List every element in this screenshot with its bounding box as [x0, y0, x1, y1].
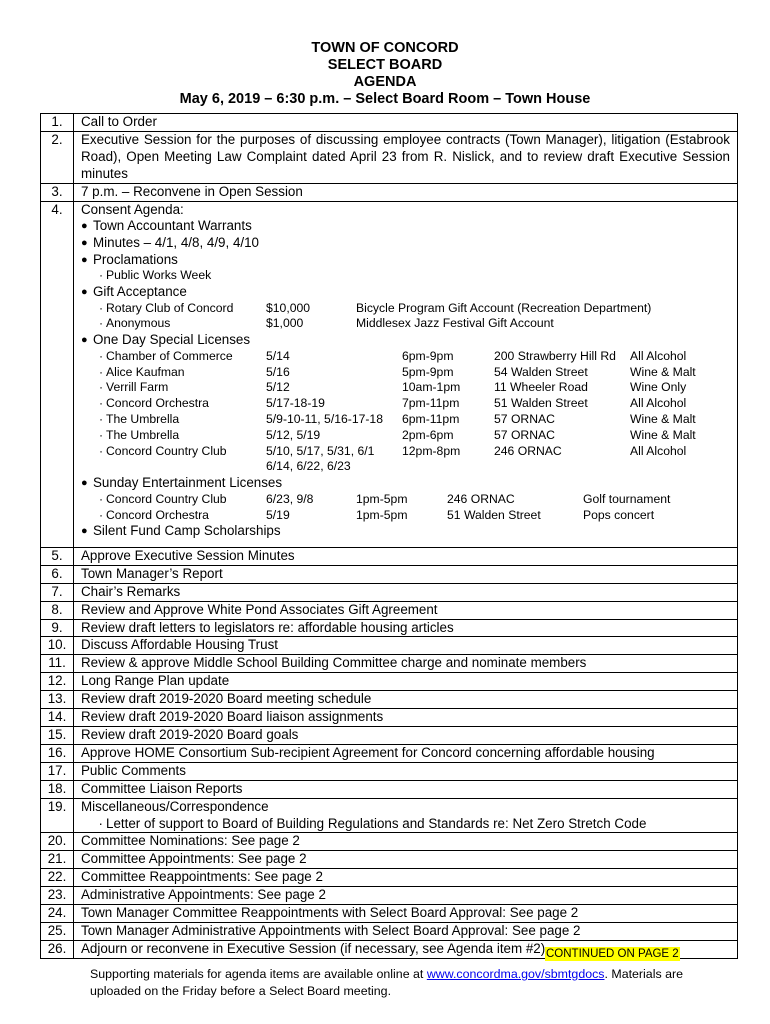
license-time: 5pm-9pm: [402, 364, 454, 379]
agenda-row: [40, 691, 738, 709]
sunday-licenses-label: Sunday Entertainment Licenses: [93, 475, 283, 491]
sunday-license-row: [81, 492, 730, 508]
agenda-row: [40, 548, 738, 566]
agenda-row: [40, 637, 738, 655]
license-row: [81, 349, 730, 365]
agenda-row: [40, 745, 738, 763]
license-row: [81, 380, 730, 396]
agenda-row: [40, 602, 738, 620]
item-number: 15.: [40, 727, 74, 744]
item-text: Chair’s Remarks: [74, 584, 738, 601]
materials-link[interactable]: www.concordma.gov/sbmtgdocs: [426, 967, 605, 981]
license-row: [81, 396, 730, 412]
item-text: Call to Order: [74, 114, 738, 131]
item-text: Town Manager Committee Reappointments with Select Board Approval: See page 2: [74, 905, 738, 922]
sub-bullet-icon: ·: [98, 316, 103, 331]
license-time: 6pm-11pm: [402, 411, 460, 426]
agenda-row: [40, 833, 738, 851]
item-number: 19.: [40, 799, 74, 833]
agenda-title: AGENDA: [353, 74, 417, 90]
license-row-continuation: [81, 459, 730, 475]
agenda-row: [40, 727, 738, 745]
item-text: Review and Approve White Pond Associates Gift Agreement: [74, 602, 738, 619]
license-row: [81, 428, 730, 444]
license-location: 51 Walden Street: [494, 396, 588, 411]
license-date: 5/16: [266, 364, 290, 379]
license-location: 57 ORNAC: [494, 427, 555, 442]
bullet-icon: ●: [81, 286, 88, 299]
agenda-header: [0, 40, 770, 108]
license-date: 5/14: [266, 348, 290, 363]
agenda-table: [40, 113, 738, 959]
license-type: All Alcohol: [630, 443, 687, 458]
sub-bullet-icon: ·: [98, 427, 103, 442]
item-text: Review & approve Middle School Building Committee charge and nominate members: [74, 655, 738, 672]
proclamation-item: [81, 268, 730, 284]
license-location: 246 ORNAC: [447, 491, 515, 506]
license-row: [81, 365, 730, 381]
sub-bullet-icon: ·: [98, 364, 103, 379]
sub-bullet-icon: ·: [98, 411, 103, 426]
item-number: 12.: [40, 673, 74, 690]
agenda-row: [40, 781, 738, 799]
license-date: 5/9-10-11, 5/16-17-18: [266, 411, 383, 426]
item-text: Approve HOME Consortium Sub-recipient Agreement for Concord concerning affordable housing: [74, 745, 738, 762]
list-item: [81, 475, 730, 492]
agenda-row: [40, 114, 738, 132]
sub-bullet-icon: ·: [98, 380, 103, 395]
item-text: Town Manager’s Report: [74, 566, 738, 583]
agenda-row: [40, 887, 738, 905]
license-date: 5/10, 5/17, 5/31, 6/1: [266, 443, 375, 458]
gift-row: [81, 316, 730, 332]
gift-row: [81, 301, 730, 317]
sub-bullet-icon: ·: [98, 815, 103, 831]
sub-bullet-icon: ·: [98, 268, 103, 283]
gift-account: Middlesex Jazz Festival Gift Account: [356, 316, 554, 331]
item-text: Discuss Affordable Housing Trust: [74, 637, 738, 654]
footer-text: Supporting materials for agenda items are available online at: [90, 967, 427, 981]
continued-notice: CONTINUED ON PAGE 2: [546, 948, 679, 960]
proclamation-name: Public Works Week: [106, 268, 212, 283]
item-number: 9.: [40, 620, 74, 637]
list-item: [81, 235, 730, 252]
license-date: 5/12, 5/19: [266, 427, 321, 442]
license-location: 246 ORNAC: [494, 443, 562, 458]
item-number: 6.: [40, 566, 74, 583]
item-number: 21.: [40, 851, 74, 868]
license-type: All Alcohol: [630, 348, 687, 363]
license-date: 5/12: [266, 380, 290, 395]
agenda-row: [40, 763, 738, 781]
license-name: Concord Orchestra: [106, 396, 209, 411]
agenda-row: [40, 673, 738, 691]
item-number: 23.: [40, 887, 74, 904]
item-number: 18.: [40, 781, 74, 798]
license-type: Wine & Malt: [630, 364, 696, 379]
bullet-icon: ●: [81, 477, 88, 490]
gift-amount: $1,000: [266, 316, 304, 331]
license-type: All Alcohol: [630, 396, 687, 411]
license-time: 1pm-5pm: [356, 491, 408, 506]
item-text: Adjourn or reconvene in Executive Session (if necessary, see Agenda item #2): [74, 941, 738, 958]
license-row: [81, 412, 730, 428]
item-text: 7 p.m. – Reconvene in Open Session: [74, 184, 738, 201]
gift-acceptance-label: Gift Acceptance: [93, 284, 187, 300]
license-time: 10am-1pm: [402, 380, 461, 395]
item-text: Committee Nominations: See page 2: [74, 833, 738, 850]
bullet-icon: ●: [81, 334, 88, 347]
item-text: Long Range Plan update: [74, 673, 738, 690]
minutes-label: Minutes – 4/1, 4/8, 4/9, 4/10: [93, 235, 260, 251]
agenda-row: [40, 620, 738, 638]
agenda-row: [40, 799, 738, 834]
item-number: 5.: [40, 548, 74, 565]
agenda-row: [40, 584, 738, 602]
license-name: Concord Orchestra: [106, 507, 209, 522]
agenda-row: [40, 869, 738, 887]
agenda-row: [40, 923, 738, 941]
correspondence-text: Letter of support to Board of Building Regulations and Standards re: Net Zero Stretch Code: [106, 815, 647, 831]
item-number: 22.: [40, 869, 74, 886]
list-item: [81, 284, 730, 301]
license-location: 200 Strawberry Hill Rd: [494, 348, 616, 363]
silent-fund-label: Silent Fund Camp Scholarships: [93, 523, 281, 539]
item-number: 2.: [40, 132, 74, 183]
item-number: 24.: [40, 905, 74, 922]
license-name: Concord Country Club: [106, 443, 227, 458]
sub-bullet-icon: ·: [98, 507, 103, 522]
sub-bullet-icon: ·: [98, 348, 103, 363]
license-time: 7pm-11pm: [402, 396, 460, 411]
license-date: 6/23, 9/8: [266, 491, 314, 506]
item-number: 20.: [40, 833, 74, 850]
consent-agenda-row: [40, 202, 738, 548]
license-name: Concord Country Club: [106, 491, 227, 506]
item-number: 25.: [40, 923, 74, 940]
license-location: 54 Walden Street: [494, 364, 588, 379]
gift-amount: $10,000: [266, 300, 311, 315]
license-type: Wine Only: [630, 380, 687, 395]
item-number: 4.: [40, 202, 74, 547]
item-text: Public Comments: [74, 763, 738, 780]
town-title: TOWN OF CONCORD: [311, 40, 459, 56]
license-name: Verrill Farm: [106, 380, 169, 395]
agenda-row: [40, 566, 738, 584]
warrants-label: Town Accountant Warrants: [93, 218, 252, 234]
item-text: Administrative Appointments: See page 2: [74, 887, 738, 904]
item-number: 10.: [40, 637, 74, 654]
item-number: 1.: [40, 114, 74, 131]
bullet-icon: ●: [81, 253, 88, 266]
correspondence-label: Miscellaneous/Correspondence: [81, 798, 269, 814]
sunday-license-row: [81, 508, 730, 524]
item-text: [74, 799, 738, 833]
license-location: 57 ORNAC: [494, 411, 555, 426]
license-name: The Umbrella: [106, 411, 180, 426]
gift-donor: Anonymous: [106, 316, 171, 331]
item-text: Approve Executive Session Minutes: [74, 548, 738, 565]
license-time: 2pm-6pm: [402, 427, 454, 442]
bullet-icon: ●: [81, 237, 88, 250]
list-item: [81, 218, 730, 235]
proclamations-label: Proclamations: [93, 251, 178, 267]
license-row: [81, 444, 730, 460]
sub-bullet-icon: ·: [98, 300, 103, 315]
gift-donor: Rotary Club of Concord: [106, 300, 234, 315]
agenda-row: [40, 851, 738, 869]
agenda-row: [40, 655, 738, 673]
sub-bullet-icon: ·: [98, 491, 103, 506]
license-time: 12pm-8pm: [402, 443, 461, 458]
item-text: Review draft 2019-2020 Board meeting schedule: [74, 691, 738, 708]
item-number: 8.: [40, 602, 74, 619]
license-date: 6/14, 6/22, 6/23: [266, 459, 351, 474]
item-text: Review draft letters to legislators re: affordable housing articles: [74, 620, 738, 637]
item-text: Review draft 2019-2020 Board liaison assignments: [74, 709, 738, 726]
item-text: Committee Appointments: See page 2: [74, 851, 738, 868]
license-name: The Umbrella: [106, 427, 180, 442]
license-date: 5/19: [266, 507, 290, 522]
license-event: Pops concert: [583, 507, 655, 522]
licenses-label: One Day Special Licenses: [93, 332, 251, 348]
sub-bullet-icon: ·: [98, 443, 103, 458]
license-location: 51 Walden Street: [447, 507, 541, 522]
item-text: Review draft 2019-2020 Board goals: [74, 727, 738, 744]
item-number: 11.: [40, 655, 74, 672]
consent-title: Consent Agenda:: [81, 201, 184, 217]
license-type: Wine & Malt: [630, 411, 696, 426]
meeting-info: May 6, 2019 – 6:30 p.m. – Select Board Room – Town House: [179, 91, 591, 107]
bullet-icon: ●: [81, 220, 88, 233]
agenda-row: [40, 184, 738, 202]
item-number: 17.: [40, 763, 74, 780]
list-item: [81, 252, 730, 269]
agenda-row: [40, 905, 738, 923]
item-text: Committee Liaison Reports: [74, 781, 738, 798]
agenda-row: [40, 709, 738, 727]
gift-account: Bicycle Program Gift Account (Recreation Department): [356, 300, 652, 315]
item-text: Executive Session for the purposes of discussing employee contracts (Town Manager), litigation (Estabrook Road), Open Meeting Law Complaint dated April 23 from R. Nislick, and to review draft Executive Session minutes: [74, 132, 738, 183]
license-name: Chamber of Commerce: [106, 348, 233, 363]
item-text: Committee Reappointments: See page 2: [74, 869, 738, 886]
license-type: Wine & Malt: [630, 427, 696, 442]
license-event: Golf tournament: [583, 491, 671, 506]
footer-note: [90, 966, 700, 999]
license-location: 11 Wheeler Road: [494, 380, 588, 395]
agenda-row: [40, 132, 738, 184]
consent-agenda: [74, 202, 738, 547]
list-item: [81, 332, 730, 349]
item-number: 26.: [40, 941, 74, 958]
license-time: 1pm-5pm: [356, 507, 408, 522]
item-number: 7.: [40, 584, 74, 601]
correspondence-item: [81, 816, 730, 833]
item-number: 13.: [40, 691, 74, 708]
item-number: 14.: [40, 709, 74, 726]
license-time: 6pm-9pm: [402, 348, 454, 363]
license-name: Alice Kaufman: [106, 364, 185, 379]
footer-text: . Materials are uploaded on the Friday before a Select Board meeting.: [90, 967, 684, 998]
license-date: 5/17-18-19: [266, 396, 325, 411]
item-number: 3.: [40, 184, 74, 201]
board-title: SELECT BOARD: [327, 57, 443, 73]
item-number: 16.: [40, 745, 74, 762]
list-item: [81, 523, 730, 540]
bullet-icon: ●: [81, 525, 88, 538]
sub-bullet-icon: ·: [98, 396, 103, 411]
item-text: Town Manager Administrative Appointments with Select Board Approval: See page 2: [74, 923, 738, 940]
